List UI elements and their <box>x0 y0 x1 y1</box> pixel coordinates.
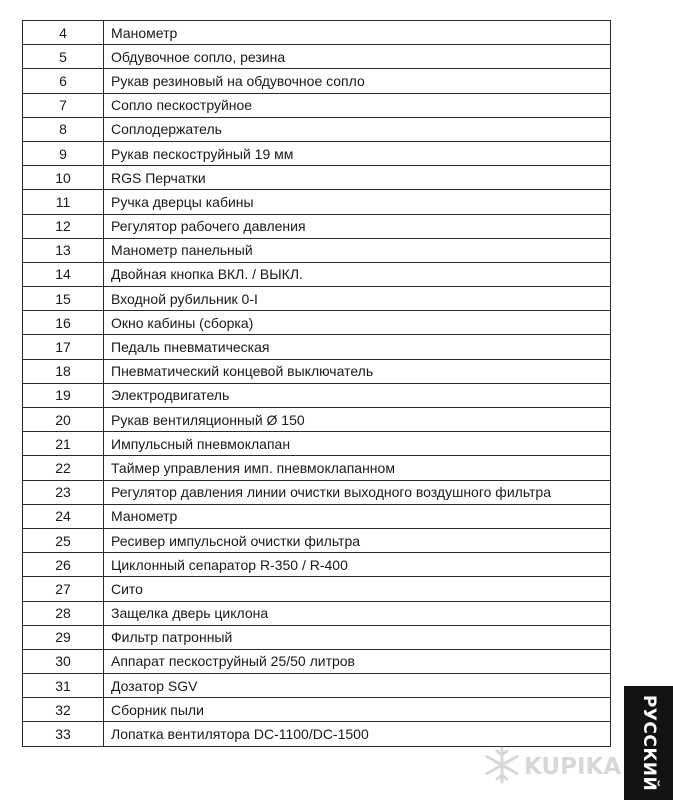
part-number-cell: 19 <box>23 383 104 407</box>
table-row <box>23 456 611 480</box>
table-row <box>23 311 611 335</box>
table-row <box>23 601 611 625</box>
language-tab <box>624 686 673 800</box>
part-number-cell: 30 <box>23 649 104 673</box>
watermark <box>480 740 630 790</box>
part-name-cell: Ресивер импульсной очистки фильтра <box>104 528 611 552</box>
table-row <box>23 166 611 190</box>
part-name-cell: Защелка дверь циклона <box>104 601 611 625</box>
table-row <box>23 528 611 552</box>
table-row <box>23 432 611 456</box>
table-row <box>23 117 611 141</box>
part-number-cell: 17 <box>23 335 104 359</box>
table-row <box>23 577 611 601</box>
table-row <box>23 21 611 45</box>
part-name-cell: Дозатор SGV <box>104 674 611 698</box>
language-tab-label: РУССКИЙ <box>638 694 659 792</box>
part-number-cell: 25 <box>23 528 104 552</box>
part-number-cell: 10 <box>23 166 104 190</box>
part-name-cell: Входной рубильник 0-I <box>104 287 611 311</box>
table-row <box>23 408 611 432</box>
part-name-cell: Фильтр патронный <box>104 625 611 649</box>
part-number-cell: 28 <box>23 601 104 625</box>
part-name-cell: Циклонный сепаратор R-350 / R-400 <box>104 553 611 577</box>
parts-table-body <box>23 21 611 747</box>
part-name-cell: Сборник пыли <box>104 698 611 722</box>
table-row <box>23 190 611 214</box>
part-number-cell: 18 <box>23 359 104 383</box>
part-number-cell: 7 <box>23 93 104 117</box>
part-name-cell: Ручка дверцы кабины <box>104 190 611 214</box>
part-number-cell: 6 <box>23 69 104 93</box>
part-number-cell: 33 <box>23 722 104 746</box>
part-number-cell: 16 <box>23 311 104 335</box>
table-row <box>23 504 611 528</box>
part-number-cell: 9 <box>23 141 104 165</box>
part-number-cell: 14 <box>23 262 104 286</box>
part-name-cell: RGS Перчатки <box>104 166 611 190</box>
table-row <box>23 625 611 649</box>
part-name-cell: Обдувочное сопло, резина <box>104 45 611 69</box>
part-name-cell: Соплодержатель <box>104 117 611 141</box>
table-row <box>23 45 611 69</box>
table-row <box>23 141 611 165</box>
watermark-graphic <box>480 740 630 790</box>
parts-table <box>22 20 611 747</box>
part-name-cell: Рукав вентиляционный Ø 150 <box>104 408 611 432</box>
table-row <box>23 722 611 746</box>
part-number-cell: 27 <box>23 577 104 601</box>
table-row <box>23 649 611 673</box>
part-number-cell: 4 <box>23 21 104 45</box>
table-row <box>23 480 611 504</box>
part-number-cell: 32 <box>23 698 104 722</box>
part-number-cell: 31 <box>23 674 104 698</box>
table-row <box>23 674 611 698</box>
part-name-cell: Рукав пескоструйный 19 мм <box>104 141 611 165</box>
table-row <box>23 262 611 286</box>
part-name-cell: Аппарат пескоструйный 25/50 литров <box>104 649 611 673</box>
part-name-cell: Лопатка вентилятора DC-1100/DC-1500 <box>104 722 611 746</box>
part-name-cell: Двойная кнопка ВКЛ. / ВЫКЛ. <box>104 262 611 286</box>
part-number-cell: 21 <box>23 432 104 456</box>
table-row <box>23 287 611 311</box>
part-number-cell: 13 <box>23 238 104 262</box>
table-row <box>23 359 611 383</box>
table-row <box>23 69 611 93</box>
part-name-cell: Манометр <box>104 504 611 528</box>
part-name-cell: Педаль пневматическая <box>104 335 611 359</box>
part-number-cell: 11 <box>23 190 104 214</box>
part-name-cell: Окно кабины (сборка) <box>104 311 611 335</box>
part-name-cell: Сито <box>104 577 611 601</box>
watermark-text: KUPIKA <box>524 754 622 780</box>
table-row <box>23 698 611 722</box>
part-number-cell: 8 <box>23 117 104 141</box>
part-name-cell: Таймер управления имп. пневмоклапанном <box>104 456 611 480</box>
table-row <box>23 383 611 407</box>
part-name-cell: Манометр <box>104 21 611 45</box>
part-number-cell: 15 <box>23 287 104 311</box>
table-row <box>23 335 611 359</box>
table-row <box>23 93 611 117</box>
part-name-cell: Электродвигатель <box>104 383 611 407</box>
part-name-cell: Манометр панельный <box>104 238 611 262</box>
part-name-cell: Рукав резиновый на обдувочное сопло <box>104 69 611 93</box>
snowflake-icon <box>487 748 517 782</box>
part-name-cell: Регулятор давления линии очистки выходного воздушного фильтра <box>104 480 611 504</box>
part-number-cell: 24 <box>23 504 104 528</box>
table-row <box>23 553 611 577</box>
part-number-cell: 5 <box>23 45 104 69</box>
part-name-cell: Импульсный пневмоклапан <box>104 432 611 456</box>
part-number-cell: 29 <box>23 625 104 649</box>
part-number-cell: 23 <box>23 480 104 504</box>
part-name-cell: Регулятор рабочего давления <box>104 214 611 238</box>
part-name-cell: Пневматический концевой выключатель <box>104 359 611 383</box>
part-name-cell: Сопло пескоструйное <box>104 93 611 117</box>
part-number-cell: 20 <box>23 408 104 432</box>
part-number-cell: 12 <box>23 214 104 238</box>
part-number-cell: 26 <box>23 553 104 577</box>
table-row <box>23 238 611 262</box>
part-number-cell: 22 <box>23 456 104 480</box>
table-row <box>23 214 611 238</box>
